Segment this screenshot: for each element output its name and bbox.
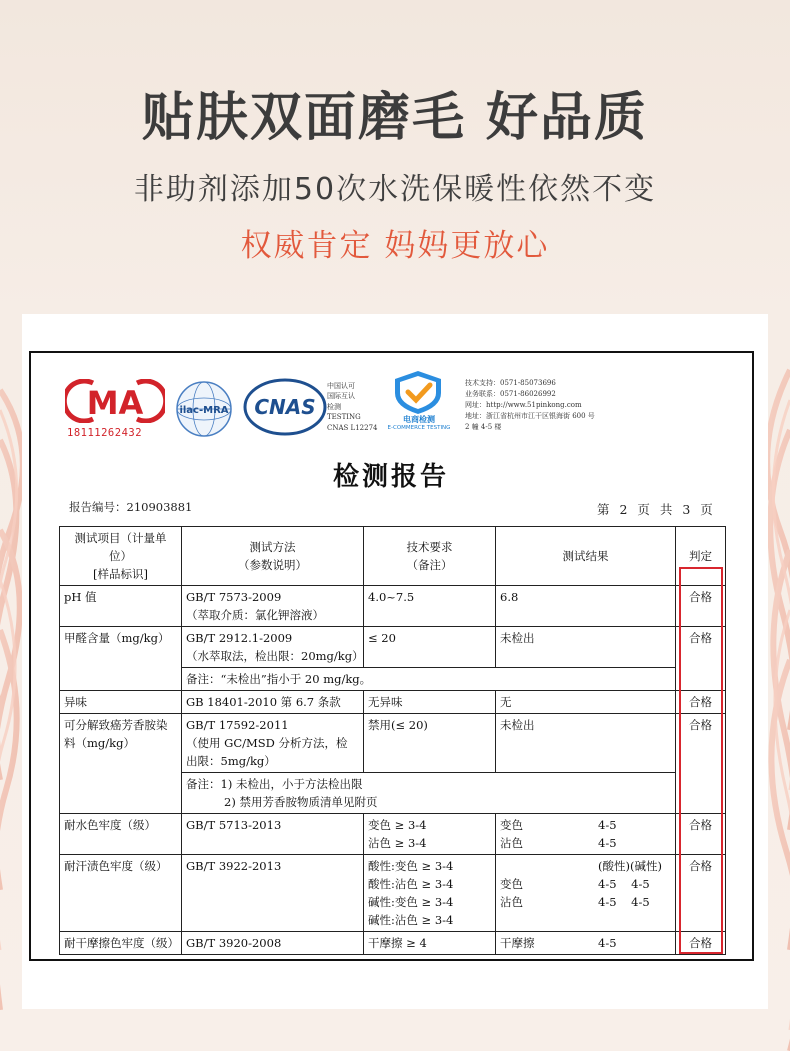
header-requirement: 技术要求 <box>406 540 453 554</box>
table-row: 耐干摩擦色牢度（级） GB/T 3920-2008 干摩擦 ≥ 4 干摩擦 4-5 合格 <box>60 932 726 955</box>
cma-logo <box>65 379 165 423</box>
report-number: 报告编号：210903881 <box>69 500 193 514</box>
logo-bar <box>31 353 751 453</box>
subline: 非助剂添加50次水洗保暖性依然不变 <box>133 172 657 207</box>
svg-text:MA: MA <box>86 384 144 422</box>
ecommerce-shield-icon <box>383 369 453 415</box>
table-row: 耐水色牢度（级） GB/T 5713-2013 变色 ≥ 3-4 沾色 ≥ 3-4 变色 4-5 沾色 4-5 合格 <box>60 814 726 855</box>
svg-text:ilac-MRA: ilac-MRA <box>179 405 229 416</box>
judge-highlight-box <box>679 567 723 954</box>
ecom-subtitle: E-COMMERCE TESTING <box>387 425 451 431</box>
header-method: 测试方法 <box>249 540 296 554</box>
table-header-row: 测试项目（计量单位） [样品标识] 测试方法 （参数说明） 技术要求 （备注） 测试结果 判定 <box>60 527 726 586</box>
table-row: 甲醛含量（mg/kg） GB/T 2912.1-2009 （水萃取法，检出限：20mg/kg） ≤ 20 未检出 合格 <box>60 627 726 668</box>
table-row: pH 值 GB/T 7573-2009 （萃取介质：氯化钾溶液） 4.0~7.5 6.8 合格 <box>60 586 726 627</box>
header-judge: 判定 <box>689 549 712 563</box>
svg-text:CNAS: CNAS <box>254 395 316 419</box>
test-results-table <box>59 526 726 955</box>
table-row: 耐汗渍色牢度（级） GB/T 3922-2013 酸性:变色 ≥ 3-4 酸性:沾色 ≥ 3-4 碱性:变色 ≥ 3-4 碱性:沾色 ≥ 3-4 (酸性)(碱性) 变色 4-5 4-5 沾色 4-5 4-5 合格 <box>60 855 726 932</box>
table-remark-row: 备注：“未检出”指小于 20 mg/kg。 <box>60 668 726 691</box>
table-remark-row: 备注：1) 未检出，小于方法检出限 2) 禁用芳香胺物质清单见附页 <box>60 773 726 814</box>
contact-info: 技术支持：0571-85073696 业务联系：0571-86026992 网址：http://www.51pinkong.com 地址：浙江省杭州市江干区银海街 600 号 2 幢 4-5 楼 <box>465 379 595 431</box>
tagline: 权威肯定 妈妈更放心 <box>240 228 550 264</box>
table-row: 异味 GB 18401-2010 第 6.7 条款 无异味 无 合格 <box>60 691 726 714</box>
cnas-logo <box>243 377 327 437</box>
report-title: 检测报告 <box>332 462 449 492</box>
headline: 贴肤双面磨毛 好品质 <box>141 88 649 148</box>
report-frame <box>29 351 754 961</box>
cnas-info: 中国认可 国际互认 检测 TESTING CNAS L12274 <box>327 382 378 432</box>
hero-section <box>0 0 790 300</box>
header-result: 测试结果 <box>562 549 609 563</box>
cma-number: 18111262432 <box>67 427 143 439</box>
ecom-title: 电商检测 <box>403 415 435 424</box>
ilac-mra-logo <box>174 379 234 439</box>
page-number: 第 2 页 共 3 页 <box>597 502 716 517</box>
header-item: 测试项目（计量单位） <box>74 531 167 563</box>
table-row: 可分解致癌芳香胺染 料（mg/kg） GB/T 17592-2011 （使用 GC/MSD 分析方法，检 出限：5mg/kg） 禁用(≤ 20) 未检出 合格 <box>60 714 726 773</box>
